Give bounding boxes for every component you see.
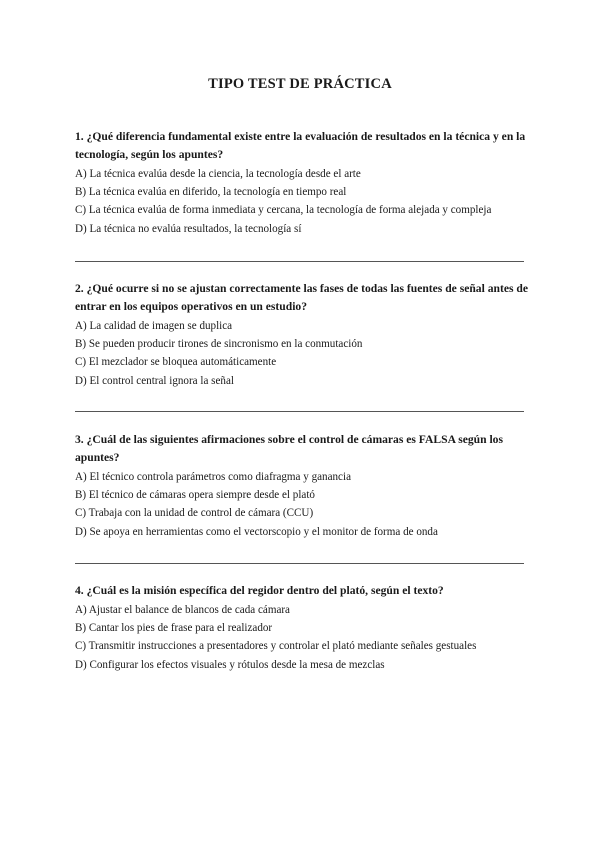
question-2 [75,280,530,390]
question-2-option-b: B) Se pueden producir tirones de sincronismo en la conmutación [75,338,363,351]
question-4 [75,582,530,674]
divider-2 [75,411,524,412]
question-1-option-d: D) La técnica no evalúa resultados, la tecnología sí [75,222,302,235]
question-4-option-b: B) Cantar los pies de frase para el realizador [75,622,273,635]
question-3-option-c: C) Trabaja con la unidad de control de cámara (CCU) [75,507,314,520]
question-2-text: 2. ¿Qué ocurre si no se ajustan correctamente las fases de todas las fuentes de señal antes de entrar en los equipos operativos en un estudio? [75,282,528,313]
question-1-option-c: C) La técnica evalúa de forma inmediata y cercana, la tecnología de forma alejada y compleja [75,204,492,217]
question-3-option-a: A) El técnico controla parámetros como diafragma y ganancia [75,471,351,483]
question-1 [75,128,530,238]
divider-3 [75,563,524,564]
question-1-text: 1. ¿Qué diferencia fundamental existe entre la evaluación de resultados en la técnica y en la tecnología, según los apuntes? [75,130,526,161]
question-2-option-a: A) La calidad de imagen se duplica [75,320,233,332]
question-4-option-d: D) Configurar los efectos visuales y rótulos desde la mesa de mezclas [75,658,385,671]
question-4-option-a: A) Ajustar el balance de blancos de cada cámara [75,604,290,616]
question-4-text: 4. ¿Cuál es la misión específica del regidor dentro del plató, según el texto? [75,584,444,597]
divider-1 [75,261,524,262]
question-2-option-d: D) El control central ignora la señal [75,374,234,387]
question-2-option-c: C) El mezclador se bloquea automáticamente [75,356,277,369]
question-1-option-a: A) La técnica evalúa desde la ciencia, la tecnología desde el arte [75,168,361,180]
question-1-option-b: B) La técnica evalúa en diferido, la tecnología en tiempo real [75,186,347,199]
page-title: TIPO TEST DE PRÁCTICA [208,76,392,92]
question-3-text: 3. ¿Cuál de las siguientes afirmaciones sobre el control de cámaras es FALSA según los apuntes? [75,433,503,464]
question-3-option-b: B) El técnico de cámaras opera siempre desde el plató [75,489,315,502]
question-3 [75,431,530,541]
question-3-option-d: D) Se apoya en herramientas como el vectorscopio y el monitor de forma de onda [75,525,438,538]
question-4-option-c: C) Transmitir instrucciones a presentadores y controlar el plató mediante señales gestuales [75,640,477,653]
